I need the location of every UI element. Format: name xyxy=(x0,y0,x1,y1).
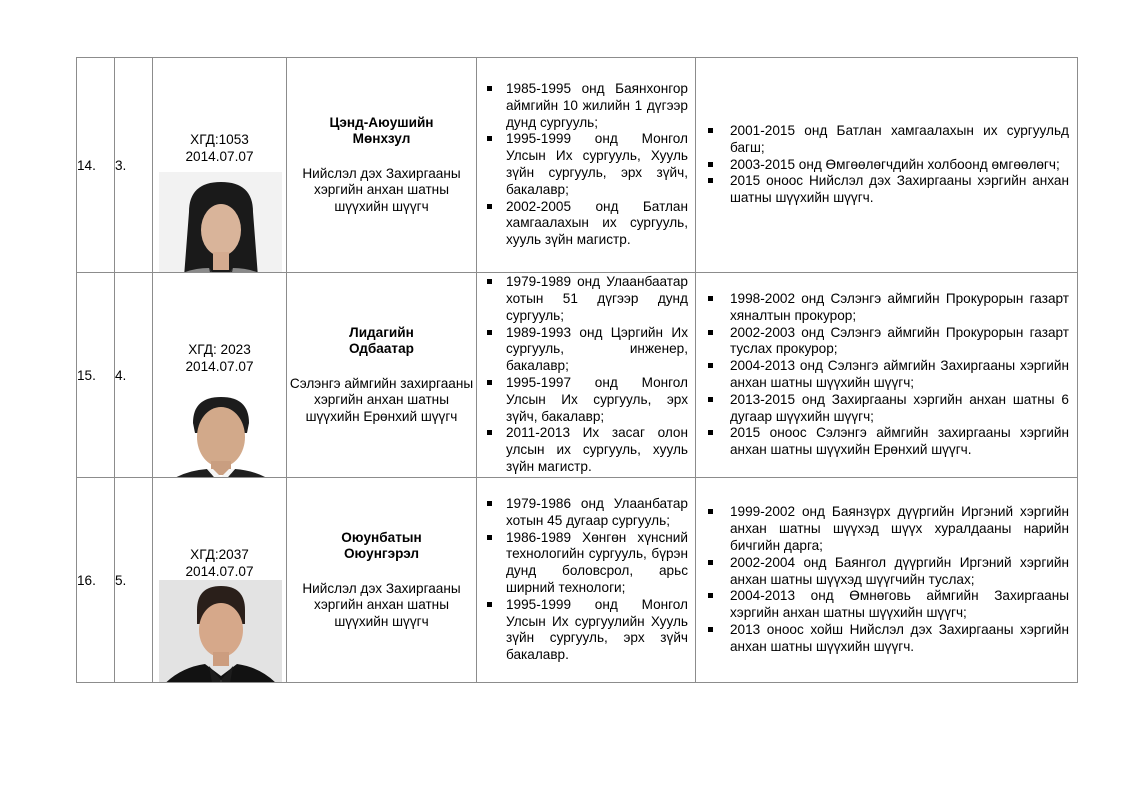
table-row xyxy=(77,58,1078,273)
judge-position: Нийслэл дэх Захиргааны хэргийн анхан шатны шүүхийн шүүгч xyxy=(302,580,461,629)
experience-item: 2015 оноос Сэлэнгэ аймгийн захиргааны хэргийн анхан шатны шүүхийн Ерөнхий шүүгч. xyxy=(730,425,1069,458)
education-item: 1985-1995 онд Баянхонгор аймгийн 10 жилийн 1 дүгээр дунд сургууль; xyxy=(506,81,688,130)
education-item: 1995-1997 онд Монгол Улсын Их сургууль, эрх зүйч, бакалавр; xyxy=(506,375,688,424)
portrait-photo xyxy=(159,172,282,273)
experience-cell xyxy=(696,478,1078,683)
decree-number: ХГД: 2023 xyxy=(188,342,251,357)
row-number: 14. xyxy=(77,58,115,273)
judge-name xyxy=(287,115,476,148)
name-cell xyxy=(287,58,477,273)
experience-cell xyxy=(696,273,1078,478)
experience-item: 2003-2015 онд Өмгөөлөгчдийн холбоонд өмгөөлөгч; xyxy=(730,157,1069,174)
experience-item: 2015 оноос Нийслэл дэх Захиргааны хэргийн анхан шатны шүүхийн шүүгч. xyxy=(730,173,1069,206)
education-item: 2002-2005 онд Батлан хамгаалахын их сургууль, хууль зүйн магистр. xyxy=(506,198,688,248)
row-sub-number: 3. xyxy=(115,58,153,273)
judge-name-line2: Одбаатар xyxy=(349,341,414,357)
experience-item: 2004-2013 онд Өмнөговь аймгийн Захиргааны хэргийн анхан шатны шүүхийн шүүгч; xyxy=(730,588,1069,621)
decree-number: ХГД:2037 xyxy=(190,547,249,562)
education-cell xyxy=(477,273,696,478)
experience-item: 1999-2002 онд Баянзүрх дүүргийн Иргэний хэргийн анхан шатны шүүхэд шүүх хуралдааны нарийн бичгийн дарга; xyxy=(730,504,1069,553)
photo-cell xyxy=(153,273,287,478)
name-cell xyxy=(287,273,477,478)
photo-cell xyxy=(153,58,287,273)
education-item: 1995-1999 онд Монгол Улсын Их сургууль, Хууль зүйн сургууль, эрх зүйч, бакалавр; xyxy=(506,131,688,197)
judge-name xyxy=(287,325,476,358)
education-item: 1995-1999 онд Монгол Улсын Их сургуулийн Хууль зүйн сургууль, эрх зүйч бакалавр. xyxy=(506,596,688,663)
experience-item: 2013 оноос хойш Нийслэл дэх Захиргааны хэргийн анхан шатны шүүхийн шүүгч. xyxy=(730,621,1069,654)
row-number: 16. xyxy=(77,478,115,683)
experience-item: 2013-2015 онд Захиргааны хэргийн анхан шатны 6 дугаар шүүхийн шүүгч; xyxy=(730,391,1069,424)
portrait-photo xyxy=(159,580,282,683)
education-item: 1979-1986 онд Улаанбатар хотын 45 дугаар сургууль; xyxy=(506,496,688,528)
name-cell xyxy=(287,478,477,683)
experience-item: 2002-2004 онд Баянгол дүүргийн Иргэний хэргийн анхан шатны шүүхэд шүүгчийн туслах; xyxy=(730,554,1069,587)
experience-item: 2004-2013 онд Сэлэнгэ аймгийн Захиргааны хэргийн анхан шатны шүүхийн шүүгч; xyxy=(730,358,1069,390)
education-cell xyxy=(477,478,696,683)
education-item: 1979-1989 онд Улаанбаатар хотын 51 дүгээр дунд сургууль; xyxy=(506,274,688,323)
education-item: 1989-1993 онд Цэргийн Их сургууль, инженер, бакалавр; xyxy=(506,324,688,374)
portrait-photo xyxy=(159,393,282,478)
experience-item: 2002-2003 онд Сэлэнгэ аймгийн Прокурорын газарт туслах прокурор; xyxy=(730,324,1069,357)
judge-name-line2: Мөнхзул xyxy=(352,131,411,147)
judge-name-line1: Цэнд-Аюушийн xyxy=(329,114,434,130)
experience-item: 2001-2015 онд Батлан хамгаалахын их сургуульд багш; xyxy=(730,123,1069,155)
judges-table xyxy=(76,57,1078,683)
experience-item: 1998-2002 онд Сэлэнгэ аймгийн Прокурорын газарт хяналтын прокурор; xyxy=(730,291,1069,323)
judge-position: Нийслэл дэх Захиргааны хэргийн анхан шатны шүүхийн шүүгч xyxy=(302,165,461,214)
judge-name xyxy=(287,530,476,563)
row-sub-number: 4. xyxy=(115,273,153,478)
photo-cell xyxy=(153,478,287,683)
row-sub-number: 5. xyxy=(115,478,153,683)
table-row xyxy=(77,273,1078,478)
decree-date: 2014.07.07 xyxy=(185,563,254,579)
decree-date: 2014.07.07 xyxy=(185,148,254,164)
row-number: 15. xyxy=(77,273,115,478)
judge-name-line1: Оюунбатын xyxy=(341,529,422,545)
decree-date: 2014.07.07 xyxy=(185,358,254,374)
judge-name-line2: Оюунгэрэл xyxy=(343,546,420,562)
judge-name-line1: Лидагийн xyxy=(349,324,414,340)
experience-cell xyxy=(696,58,1078,273)
education-cell xyxy=(477,58,696,273)
education-item: 1986-1989 Хөнгөн хүнсний технологийн сургууль, бүрэн дунд боловсрол, арьс ширний технологи; xyxy=(506,529,688,595)
decree-number: ХГД:1053 xyxy=(190,132,249,147)
education-item: 2011-2013 Их засаг олон улсын их сургууль, хууль зүйн магистр. xyxy=(506,425,688,474)
table-row xyxy=(77,478,1078,683)
judge-position: Сэлэнгэ аймгийн захиргааны хэргийн анхан шатны шүүхийн Ерөнхий шүүгч xyxy=(289,375,474,424)
